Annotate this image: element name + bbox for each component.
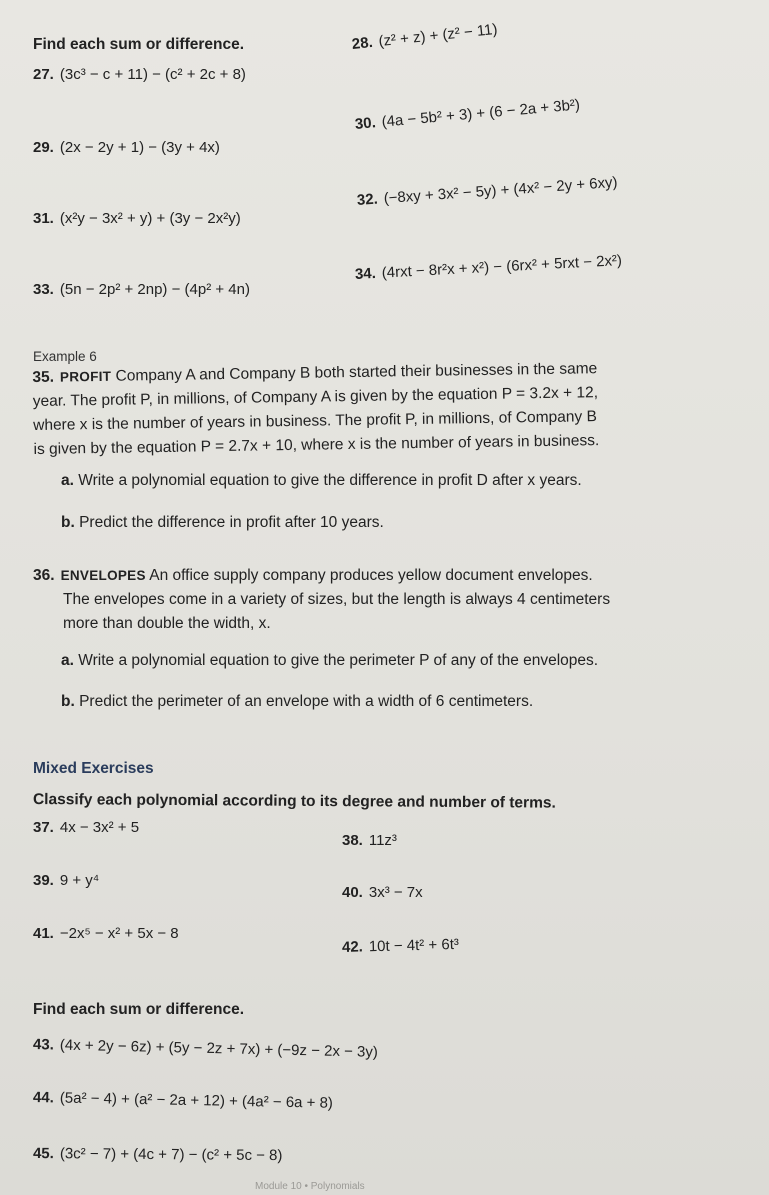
exercise-33 xyxy=(33,281,250,299)
exercise-40 xyxy=(342,884,423,902)
exercise-expression: (x²y − 3x² + y) + (3y − 2x²y) xyxy=(59,210,241,227)
exercise-32 xyxy=(356,174,618,210)
exercise-expression: 9 + y⁴ xyxy=(59,872,100,889)
problem-number: 36. xyxy=(33,567,55,584)
exercise-number: 29. xyxy=(33,139,54,156)
problem-line: is given by the equation P = 2.7x + 10, where x is the number of years in business. xyxy=(33,432,600,458)
exercise-number: 32. xyxy=(356,190,379,209)
exercise-34 xyxy=(355,252,623,284)
exercise-number: 39. xyxy=(33,872,54,889)
exercise-expression: (3c² − 7) + (4c + 7) − (c² + 5c − 8) xyxy=(59,1145,283,1165)
exercise-expression: 10t − 4t² + 6t³ xyxy=(368,935,460,956)
exercise-29 xyxy=(33,139,220,157)
exercise-number: 43. xyxy=(32,1036,55,1054)
exercise-number: 45. xyxy=(32,1145,54,1163)
exercise-38 xyxy=(342,832,397,850)
exercise-expression: −2x⁵ − x² + 5x − 8 xyxy=(59,925,179,942)
exercise-45 xyxy=(33,1145,283,1165)
problem-line: where x is the number of years in business. The profit P, in millions, of Company B xyxy=(33,408,597,434)
exercise-expression: 3x³ − 7x xyxy=(368,884,423,901)
exercise-number: 30. xyxy=(354,114,377,133)
problem-line: year. The profit P, in millions, of Company A is given by the equation P = 3.2x + 12, xyxy=(32,384,599,411)
exercise-expression: 4x − 3x² + 5 xyxy=(59,819,140,836)
exercise-expression: (−8xy + 3x² − 5y) + (4x² − 2y + 6xy) xyxy=(383,173,619,208)
exercise-30 xyxy=(354,96,580,134)
exercise-expression: (3c³ − c + 11) − (c² + 2c + 8) xyxy=(59,66,246,83)
section-heading: Find each sum or difference. xyxy=(33,36,245,53)
problem-35-part-b xyxy=(61,511,384,535)
exercise-43 xyxy=(33,1036,378,1062)
part-text: Write a polynomial equation to give the perimeter P of any of the envelopes. xyxy=(78,652,599,669)
problem-tag: ENVELOPES xyxy=(60,568,146,583)
exercise-expression: (5a² − 4) + (a² − 2a + 12) + (4a² − 6a + 8) xyxy=(59,1089,334,1112)
exercise-number: 40. xyxy=(342,884,363,901)
problem-number: 35. xyxy=(32,368,55,387)
part-label: a. xyxy=(61,472,74,489)
exercise-expression: 11z³ xyxy=(368,832,397,849)
part-label: b. xyxy=(61,693,75,710)
example-label: Example 6 xyxy=(33,349,97,364)
exercise-number: 34. xyxy=(354,264,377,283)
problem-text: Company A and Company B both started their businesses in the same xyxy=(115,360,598,385)
problem-35 xyxy=(32,357,599,462)
page-footer: Module 10 • Polynomials xyxy=(255,1181,365,1192)
exercise-number: 44. xyxy=(32,1089,55,1107)
exercise-39 xyxy=(33,872,99,890)
exercise-expression: (5n − 2p² + 2np) − (4p² + 4n) xyxy=(59,281,250,298)
exercise-27 xyxy=(33,66,246,84)
part-text: Write a polynomial equation to give the difference in profit D after x years. xyxy=(78,472,582,489)
exercise-37 xyxy=(33,819,139,837)
mixed-exercises-heading: Mixed Exercises xyxy=(33,760,154,777)
part-text: Predict the perimeter of an envelope with a width of 6 centimeters. xyxy=(79,693,534,710)
exercise-expression: (4x + 2y − 6z) + (5y − 2z + 7x) + (−9z − 2x − 3y) xyxy=(59,1036,379,1061)
exercise-31 xyxy=(33,210,241,228)
exercise-expression: (4rxt − 8r²x + x²) − (6rx² + 5rxt − 2x²) xyxy=(381,252,623,282)
exercise-number: 28. xyxy=(351,33,374,53)
section-heading: Find each sum or difference. xyxy=(33,1001,245,1018)
exercise-number: 41. xyxy=(33,925,54,942)
problem-line xyxy=(33,564,610,588)
exercise-number: 33. xyxy=(33,281,54,298)
exercise-number: 27. xyxy=(33,66,54,83)
exercise-number: 42. xyxy=(341,938,364,956)
exercise-44 xyxy=(33,1089,333,1113)
exercise-expression: (z² + z) + (z² − 11) xyxy=(377,20,499,51)
part-text: Predict the difference in profit after 10 years. xyxy=(79,514,384,531)
problem-line: more than double the width, x. xyxy=(63,615,271,632)
exercise-expression: (4a − 5b² + 3) + (6 − 2a + 3b²) xyxy=(380,96,581,131)
problem-36-part-b xyxy=(61,690,533,714)
problem-line: The envelopes come in a variety of sizes, but the length is always 4 centimeters xyxy=(63,591,611,608)
mixed-instruction: Classify each polynomial according to its degree and number of terms. xyxy=(32,791,556,812)
problem-36 xyxy=(33,564,610,636)
problem-35-part-a xyxy=(61,469,582,493)
part-label: a. xyxy=(61,652,74,669)
exercise-expression: (2x − 2y + 1) − (3y + 4x) xyxy=(59,139,220,156)
exercise-number: 38. xyxy=(342,832,363,849)
exercise-number: 31. xyxy=(33,210,54,227)
exercise-number: 37. xyxy=(33,819,54,836)
problem-tag: PROFIT xyxy=(59,368,112,385)
exercise-28 xyxy=(351,21,498,54)
problem-36-part-a xyxy=(61,649,598,673)
problem-text: An office supply company produces yellow document envelopes. xyxy=(149,567,593,584)
exercise-41 xyxy=(33,925,179,943)
exercise-42 xyxy=(342,936,459,957)
part-label: b. xyxy=(61,514,75,531)
